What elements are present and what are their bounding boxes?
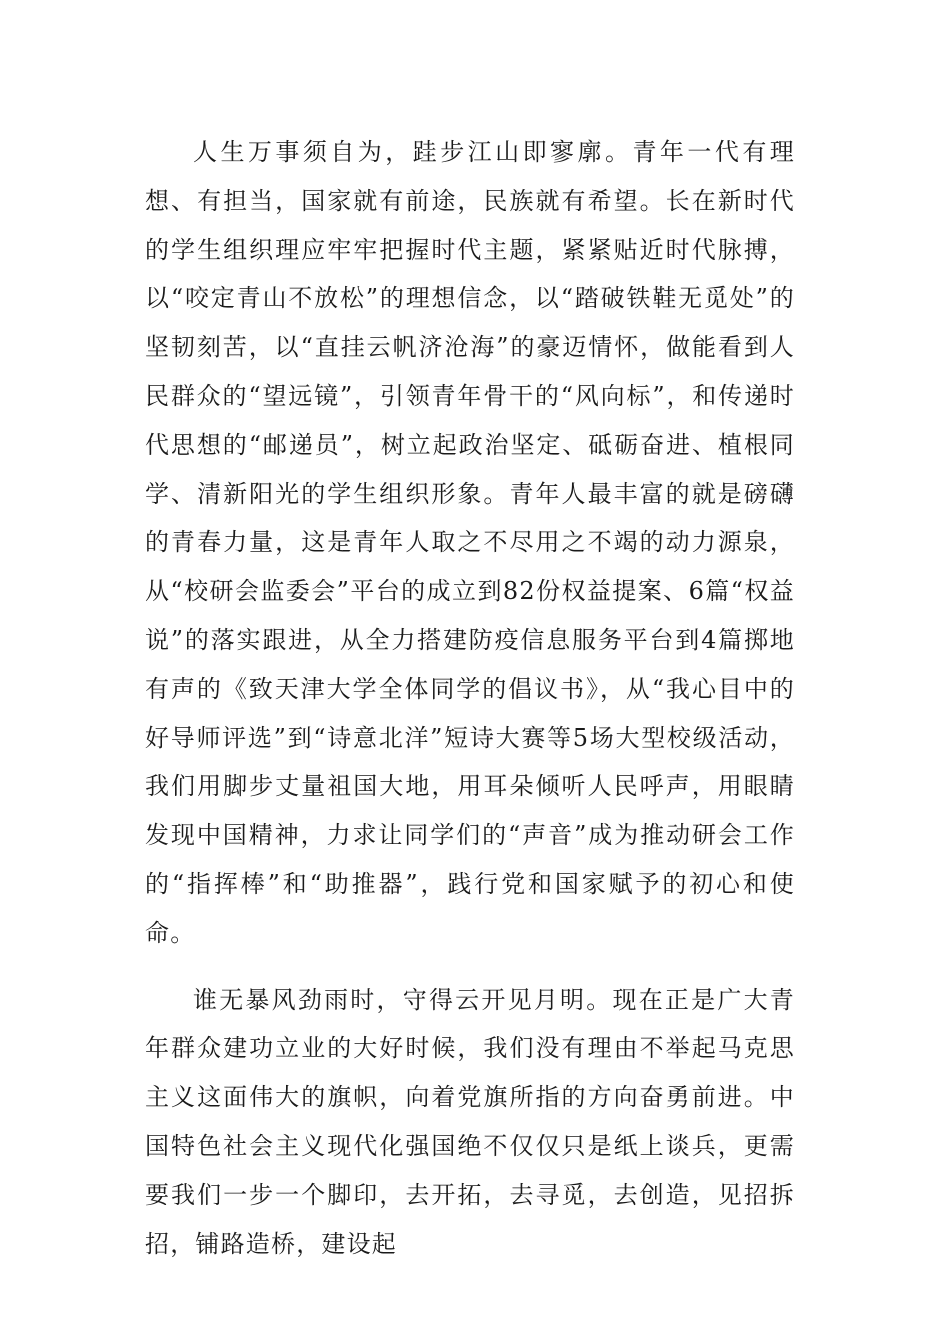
paragraph-1: 人生万事须自为，跬步江山即寥廓。青年一代有理想、有担当，国家就有前途，民族就有希望。长在新时代的学生组织理应牢牢把握时代主题，紧紧贴近时代脉搏，以“咬定青山不放松”的理想信念，以“踏破铁鞋无觅处”的坚韧刻苦，以“直挂云帆济沧海”的豪迈情怀，做能看到人民群众的“望远镜”，引领青年骨干的“风向标”，和传递时代思想的“邮递员”，树立起政治坚定、砥砺奋进、植根同学、清新阳光的学生组织形象。青年人最丰富的就是磅礴的青春力量，这是青年人取之不尽用之不竭的动力源泉，从“校研会监委会”平台的成立到82份权益提案、6篇“权益说”的落实跟进，从全力搭建防疫信息服务平台到4篇掷地有声的《致天津大学全体同学的倡议书》，从“我心目中的好导师评选”到“诗意北洋”短诗大赛等5场大型校级活动，我们用脚步丈量祖国大地，用耳朵倾听人民呼声，用眼睛发现中国精神，力求让同学们的“声音”成为推动研会工作的“指挥棒”和“助推器”，践行党和国家赋予的初心和使命。 [145,138,795,947]
paragraph-2: 谁无暴风劲雨时，守得云开见月明。现在正是广大青年群众建功立业的大好时候，我们没有理由不举起马克思主义这面伟大的旗帜，向着党旗所指的方向奋勇前进。中国特色社会主义现代化强国绝不仅仅只是纸上谈兵，更需要我们一步一个脚印，去开拓，去寻觅，去创造，见招拆招，铺路造桥，建设起 [145,985,795,1258]
body-text [145,128,795,1268]
